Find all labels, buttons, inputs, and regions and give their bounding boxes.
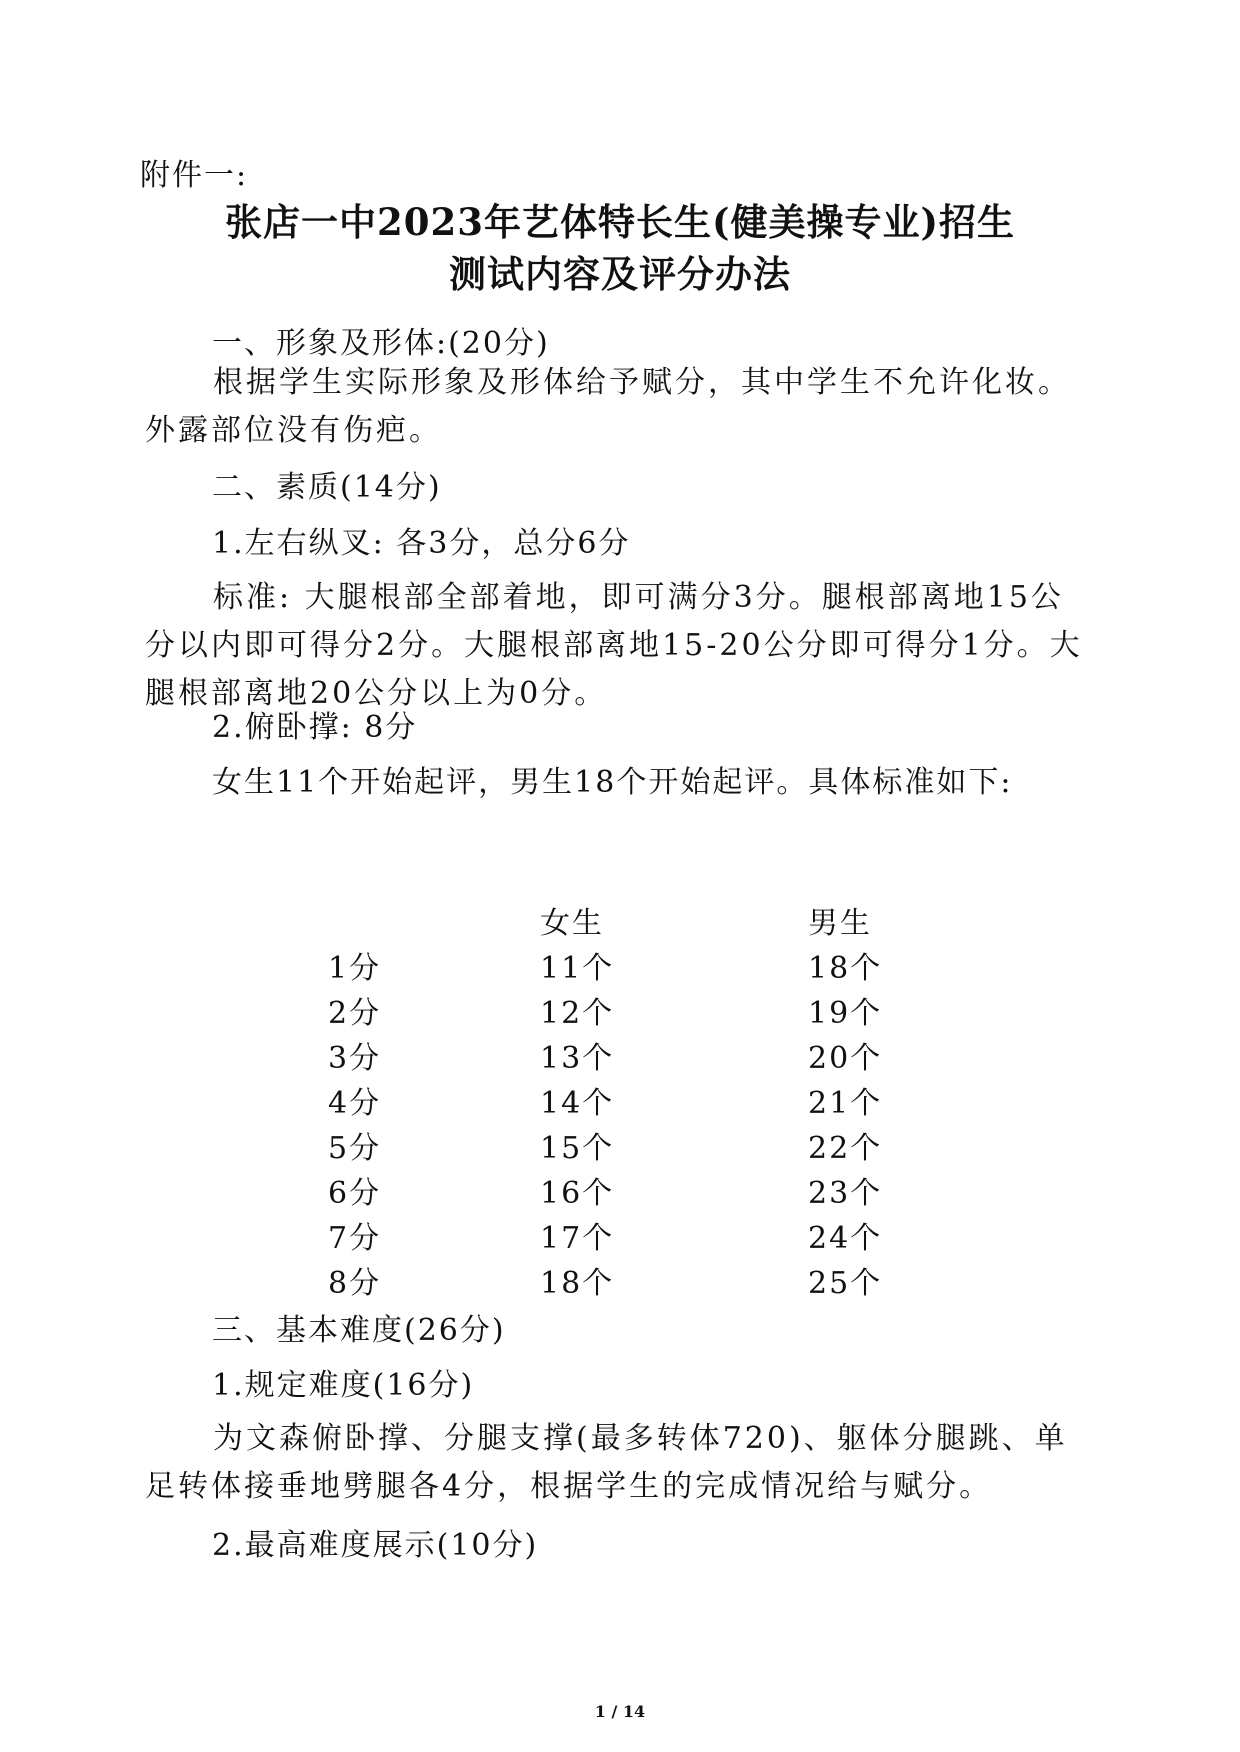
section-2-item-1-heading: 1.左右纵叉: 各3分，总分6分	[212, 526, 631, 561]
male-cell: 25个	[808, 1266, 883, 1301]
male-cell: 20个	[808, 1041, 883, 1076]
score-cell: 1分	[328, 951, 382, 986]
female-cell: 15个	[540, 1131, 615, 1166]
document-title: 张店一中2023年艺体特长生(健美操专业)招生	[225, 200, 1015, 244]
score-cell: 6分	[328, 1176, 382, 1211]
score-cell: 3分	[328, 1041, 382, 1076]
female-cell: 13个	[540, 1041, 615, 1076]
female-cell: 11个	[540, 951, 615, 986]
male-cell: 19个	[808, 996, 883, 1031]
score-cell: 2分	[328, 996, 382, 1031]
header-male: 男生	[808, 906, 872, 941]
header-female: 女生	[540, 906, 604, 941]
male-cell: 24个	[808, 1221, 883, 1256]
page-number: 1 / 14	[594, 1702, 646, 1721]
female-cell: 12个	[540, 996, 615, 1031]
score-cell: 5分	[328, 1131, 382, 1166]
section-3-item-1-heading: 1.规定难度(16分)	[212, 1368, 475, 1403]
male-cell: 23个	[808, 1176, 883, 1211]
section-1-paragraph: 根据学生实际形象及形体给予赋分，其中学生不允许化妆。外露部位没有伤疤。	[145, 365, 1071, 448]
section-2-item-1-paragraph: 标准: 大腿根部全部着地，即可满分3分。腿根部离地15公分以内即可得分2分。大腿根部离地15-20公分即可得分1分。大腿根部离地20公分以上为0分。	[145, 580, 1083, 711]
female-cell: 16个	[540, 1176, 615, 1211]
male-cell: 18个	[808, 951, 883, 986]
attachment-label: 附件一:	[140, 158, 249, 193]
section-3-item-2-heading: 2.最高难度展示(10分)	[212, 1528, 539, 1563]
female-cell: 14个	[540, 1086, 615, 1121]
section-1-heading: 一、形象及形体:(20分)	[212, 326, 550, 361]
section-2-heading: 二、素质(14分)	[212, 470, 442, 505]
score-cell: 7分	[328, 1221, 382, 1256]
document-subtitle: 测试内容及评分办法	[449, 252, 791, 296]
score-cell: 8分	[328, 1266, 382, 1301]
female-cell: 17个	[540, 1221, 615, 1256]
score-cell: 4分	[328, 1086, 382, 1121]
section-3-item-1-paragraph: 为文森俯卧撑、分腿支撑(最多转体720)、躯体分腿跳、单足转体接垂地劈腿各4分，根据学生的完成情况给与赋分。	[145, 1421, 1068, 1504]
male-cell: 21个	[808, 1086, 883, 1121]
male-cell: 22个	[808, 1131, 883, 1166]
section-3-heading: 三、基本难度(26分)	[212, 1313, 506, 1348]
female-cell: 18个	[540, 1266, 615, 1301]
section-2-item-2-heading: 2.俯卧撑: 8分	[212, 710, 418, 745]
section-2-item-2-paragraph: 女生11个开始起评，男生18个开始起评。具体标准如下:	[212, 765, 1013, 800]
